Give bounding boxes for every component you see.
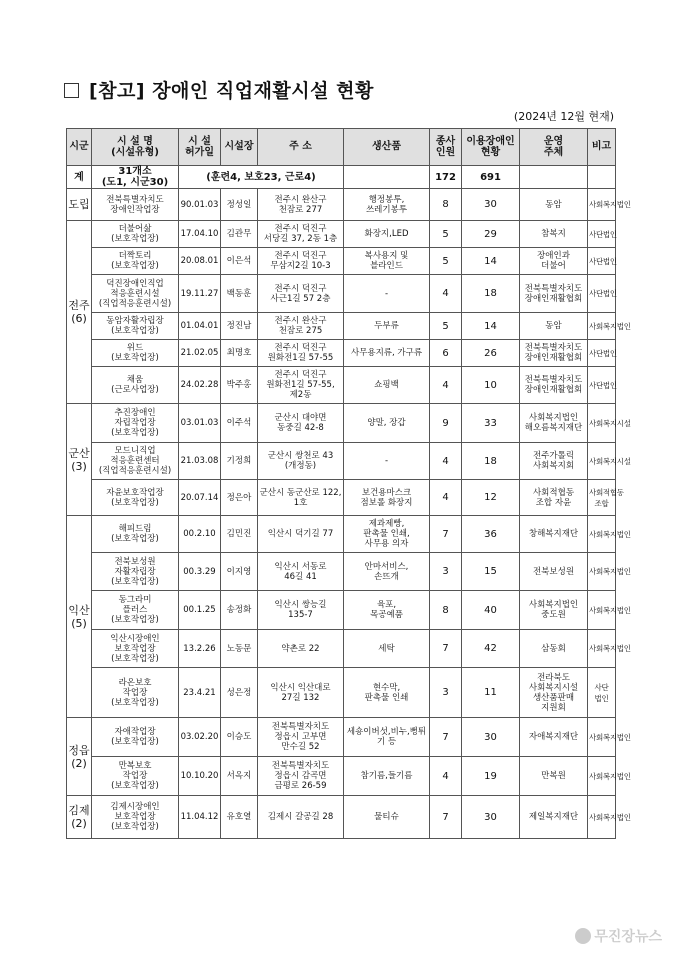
- user-count: 40: [462, 591, 520, 630]
- table-row: [67, 275, 616, 313]
- director: 이지영: [221, 553, 258, 591]
- table-row: [67, 189, 616, 221]
- permit-date: 24.02.28: [179, 367, 221, 404]
- region-cell: 도립: [67, 189, 92, 221]
- note: 사단 법인: [588, 668, 616, 718]
- user-count: 15: [462, 553, 520, 591]
- director: 이승도: [221, 718, 258, 757]
- table-row: [67, 367, 616, 404]
- facility-name: 덕진장애인직업 적응훈련시설 (직업적응훈련시설): [92, 275, 179, 313]
- director: 유호열: [221, 796, 258, 839]
- address: 전주시 덕진구 원화전1길 57-55: [258, 340, 344, 367]
- user-count: 14: [462, 248, 520, 275]
- address: 익산시 서동로 46길 41: [258, 553, 344, 591]
- table-row: [67, 480, 616, 516]
- address: 익산시 익산대로 27길 132: [258, 668, 344, 718]
- total-label: 계: [67, 166, 92, 189]
- header-note: 비고: [588, 129, 616, 166]
- staff-count: 5: [430, 313, 462, 340]
- operator: 전북특별자치도 장애인재활협회: [520, 275, 588, 313]
- page-title: [64, 76, 374, 103]
- director: 노동문: [221, 630, 258, 668]
- permit-date: 23.4.21: [179, 668, 221, 718]
- address: 전주시 덕진구 서당길 37, 2동 1층: [258, 221, 344, 248]
- note: 사단법인: [588, 340, 616, 367]
- user-count: 10: [462, 367, 520, 404]
- director: 정진남: [221, 313, 258, 340]
- facility-name: 라온보호 작업장 (보호작업장): [92, 668, 179, 718]
- operator: 동암: [520, 189, 588, 221]
- total-breakdown: (훈련4, 보호23, 근로4): [179, 166, 344, 189]
- staff-count: 9: [430, 404, 462, 443]
- facility-name: 더짝토리 (보호작업장): [92, 248, 179, 275]
- user-count: 11: [462, 668, 520, 718]
- title-text: [참고] 장애인 직업재활시설 현황: [89, 80, 374, 102]
- permit-date: 21.03.08: [179, 443, 221, 480]
- permit-date: 03.01.03: [179, 404, 221, 443]
- permit-date: 00.1.25: [179, 591, 221, 630]
- total-row: [67, 166, 616, 189]
- products: -: [344, 275, 430, 313]
- user-count: 30: [462, 796, 520, 839]
- operator: 삼동회: [520, 630, 588, 668]
- table-row: [67, 340, 616, 367]
- table-row: [67, 248, 616, 275]
- address: 전북특별자치도 정읍시 고부면 만수길 52: [258, 718, 344, 757]
- director: 김민진: [221, 516, 258, 553]
- note: 사회복지법인: [588, 516, 616, 553]
- facility-name: 해피드림 (보호작업장): [92, 516, 179, 553]
- products: 양말, 장갑: [344, 404, 430, 443]
- director: 박주홍: [221, 367, 258, 404]
- operator: 자애복지재단: [520, 718, 588, 757]
- watermark: [575, 926, 662, 946]
- staff-count: 8: [430, 591, 462, 630]
- operator: 사회복지법인 해오름복지재단: [520, 404, 588, 443]
- permit-date: 13.2.26: [179, 630, 221, 668]
- note: 사회복지법인: [588, 189, 616, 221]
- director: 송정화: [221, 591, 258, 630]
- facility-name: 전북특별자치도 장애인작업장: [92, 189, 179, 221]
- permit-date: 10.10.20: [179, 757, 221, 796]
- staff-count: 3: [430, 553, 462, 591]
- operator: 제일복지재단: [520, 796, 588, 839]
- operator: 전북특별자치도 장애인재활협회: [520, 340, 588, 367]
- products: 세탁: [344, 630, 430, 668]
- address: 익산시 덕기길 77: [258, 516, 344, 553]
- staff-count: 4: [430, 367, 462, 404]
- note: 사회복지시설: [588, 404, 616, 443]
- permit-date: 00.3.29: [179, 553, 221, 591]
- address: 군산시 대야면 동중길 42-8: [258, 404, 344, 443]
- director: 김관무: [221, 221, 258, 248]
- operator: 전주가톨릭 사회복지회: [520, 443, 588, 480]
- staff-count: 5: [430, 221, 462, 248]
- address: 군산시 동군산로 122, 1호: [258, 480, 344, 516]
- total-note: [588, 166, 616, 189]
- note: 사회복지법인: [588, 630, 616, 668]
- table-row: [67, 591, 616, 630]
- note: 사회적협동 조합: [588, 480, 616, 516]
- table-row: [67, 757, 616, 796]
- user-count: 30: [462, 189, 520, 221]
- director: 이주석: [221, 404, 258, 443]
- staff-count: 7: [430, 718, 462, 757]
- director: 백동훈: [221, 275, 258, 313]
- products: 현수막, 판촉물 인쇄: [344, 668, 430, 718]
- facility-name: 익산시장애인 보호작업장 (보호작업장): [92, 630, 179, 668]
- user-count: 12: [462, 480, 520, 516]
- director: 정성일: [221, 189, 258, 221]
- address: 전주시 완산구 천잠로 277: [258, 189, 344, 221]
- operator: 만복원: [520, 757, 588, 796]
- facility-name: 자애작업장 (보호작업장): [92, 718, 179, 757]
- products: 물티슈: [344, 796, 430, 839]
- table-row: [67, 668, 616, 718]
- header-director: 시설장: [221, 129, 258, 166]
- report-date: (2024년 12월 현재): [513, 110, 614, 123]
- operator: 참복지: [520, 221, 588, 248]
- staff-count: 8: [430, 189, 462, 221]
- permit-date: 20.07.14: [179, 480, 221, 516]
- address: 전북특별자치도 정읍시 감곡면 금평로 26-59: [258, 757, 344, 796]
- facility-name: 동그라미 플러스 (보호작업장): [92, 591, 179, 630]
- note: 사단법인: [588, 248, 616, 275]
- total-products: [344, 166, 430, 189]
- products: 제과제빵, 판촉물 인쇄, 사무용 의자: [344, 516, 430, 553]
- address: 전주시 덕진구 원화전1길 57-55, 제2동: [258, 367, 344, 404]
- table-row: [67, 221, 616, 248]
- user-count: 29: [462, 221, 520, 248]
- address: 전주시 완산구 천잠로 275: [258, 313, 344, 340]
- permit-date: 03.02.20: [179, 718, 221, 757]
- staff-count: 4: [430, 275, 462, 313]
- staff-count: 4: [430, 443, 462, 480]
- user-count: 18: [462, 275, 520, 313]
- director: 이은석: [221, 248, 258, 275]
- user-count: 30: [462, 718, 520, 757]
- permit-date: 90.01.03: [179, 189, 221, 221]
- region-cell: 김제 (2): [67, 796, 92, 839]
- facility-name: 더불어삶 (보호작업장): [92, 221, 179, 248]
- director: 성은정: [221, 668, 258, 718]
- header-users: 이용장애인 현황: [462, 129, 520, 166]
- user-count: 26: [462, 340, 520, 367]
- facility-name: 모드니직업 적응훈련센터 (직업적응훈련시설): [92, 443, 179, 480]
- products: 행정봉투, 쓰레기봉투: [344, 189, 430, 221]
- address: 익산시 쌍능길 135-7: [258, 591, 344, 630]
- header-name: 시 설 명 (시설유형): [92, 129, 179, 166]
- watermark-text: 무진장뉴스: [594, 929, 662, 945]
- products: 복사용지 및 블라인드: [344, 248, 430, 275]
- note: 사회복지시설: [588, 443, 616, 480]
- region-cell: 익산 (5): [67, 516, 92, 718]
- products: -: [344, 443, 430, 480]
- staff-count: 4: [430, 757, 462, 796]
- user-count: 19: [462, 757, 520, 796]
- products: 사무용지류, 가구류: [344, 340, 430, 367]
- total-staff: 172: [430, 166, 462, 189]
- note: 사회복지법인: [588, 757, 616, 796]
- region-cell: 정읍 (2): [67, 718, 92, 796]
- header-staff: 종사 인원: [430, 129, 462, 166]
- facility-name: 자윤보호작업장 (보호작업장): [92, 480, 179, 516]
- address: 전주시 덕진구 사근1길 57 2층: [258, 275, 344, 313]
- total-count: 31개소 (도1, 시군30): [92, 166, 179, 189]
- header-operator: 운영 주체: [520, 129, 588, 166]
- user-count: 42: [462, 630, 520, 668]
- table-row: [67, 443, 616, 480]
- table-row: [67, 718, 616, 757]
- note: 사회복지법인: [588, 553, 616, 591]
- permit-date: 17.04.10: [179, 221, 221, 248]
- facility-name: 만복보호 작업장 (보호작업장): [92, 757, 179, 796]
- staff-count: 4: [430, 480, 462, 516]
- note: 사단법인: [588, 275, 616, 313]
- table-header-row: [67, 129, 616, 166]
- operator: 사회복지법인 중도원: [520, 591, 588, 630]
- note: 사회복지법인: [588, 796, 616, 839]
- permit-date: 11.04.12: [179, 796, 221, 839]
- header-region: 시군: [67, 129, 92, 166]
- user-count: 36: [462, 516, 520, 553]
- products: 쇼핑백: [344, 367, 430, 404]
- table-row: [67, 553, 616, 591]
- facility-table: [66, 128, 631, 839]
- permit-date: 20.08.01: [179, 248, 221, 275]
- operator: 전북특별자치도 장애인재활협회: [520, 367, 588, 404]
- note: 사회복지법인: [588, 591, 616, 630]
- address: 군산시 쌍천로 43 (개정동): [258, 443, 344, 480]
- director: 기정희: [221, 443, 258, 480]
- permit-date: 19.11.27: [179, 275, 221, 313]
- products: 안마서비스, 손뜨개: [344, 553, 430, 591]
- table-row: [67, 796, 616, 839]
- facility-name: 동암자활자립장 (보호작업장): [92, 313, 179, 340]
- permit-date: 00.2.10: [179, 516, 221, 553]
- staff-count: 7: [430, 630, 462, 668]
- table-row: [67, 313, 616, 340]
- address: 전주시 덕진구 무삼지2길 10-3: [258, 248, 344, 275]
- table-row: [67, 404, 616, 443]
- header-date: 시 설 허가일: [179, 129, 221, 166]
- staff-count: 3: [430, 668, 462, 718]
- products: 화장지,LED: [344, 221, 430, 248]
- note: 사단법인: [588, 221, 616, 248]
- note: 사단법인: [588, 367, 616, 404]
- products: 두부류: [344, 313, 430, 340]
- user-count: 33: [462, 404, 520, 443]
- staff-count: 6: [430, 340, 462, 367]
- user-count: 18: [462, 443, 520, 480]
- products: 육포, 목공예품: [344, 591, 430, 630]
- operator: 전라북도 사회복지시설 생산품판매 지원회: [520, 668, 588, 718]
- permit-date: 21.02.05: [179, 340, 221, 367]
- address: 약촌로 22: [258, 630, 344, 668]
- director: 최명호: [221, 340, 258, 367]
- director: 서옥지: [221, 757, 258, 796]
- checkbox-square-icon: [64, 83, 79, 98]
- operator: 창해복지재단: [520, 516, 588, 553]
- facility-name: 채움 (근로사업장): [92, 367, 179, 404]
- products: 참기름,들기름: [344, 757, 430, 796]
- staff-count: 7: [430, 796, 462, 839]
- operator: 장애인과 더불어: [520, 248, 588, 275]
- director: 정은아: [221, 480, 258, 516]
- address: 김제시 갈공길 28: [258, 796, 344, 839]
- staff-count: 5: [430, 248, 462, 275]
- permit-date: 01.04.01: [179, 313, 221, 340]
- note: 사회복지법인: [588, 313, 616, 340]
- facility-name: 전북보성원 자활자립장 (보호작업장): [92, 553, 179, 591]
- total-users: 691: [462, 166, 520, 189]
- total-operator: [520, 166, 588, 189]
- user-count: 14: [462, 313, 520, 340]
- staff-count: 7: [430, 516, 462, 553]
- region-cell: 군산 (3): [67, 404, 92, 516]
- operator: 동암: [520, 313, 588, 340]
- header-products: 생산품: [344, 129, 430, 166]
- region-cell: 전주 (6): [67, 221, 92, 404]
- products: 세숑이버섯,비누,뻥튀 기 등: [344, 718, 430, 757]
- header-address: 주 소: [258, 129, 344, 166]
- facility-name: 위드 (보호작업장): [92, 340, 179, 367]
- watermark-logo-icon: [575, 928, 591, 944]
- table-row: [67, 630, 616, 668]
- operator: 전북보성원: [520, 553, 588, 591]
- table-row: [67, 516, 616, 553]
- note: 사회복지법인: [588, 718, 616, 757]
- facility-name: 추진장애인 자립작업장 (보호작업장): [92, 404, 179, 443]
- operator: 사회적협동 조합 자윤: [520, 480, 588, 516]
- products: 보건용마스크 점보롤 화장지: [344, 480, 430, 516]
- facility-name: 김제시장애인 보호작업장 (보호작업장): [92, 796, 179, 839]
